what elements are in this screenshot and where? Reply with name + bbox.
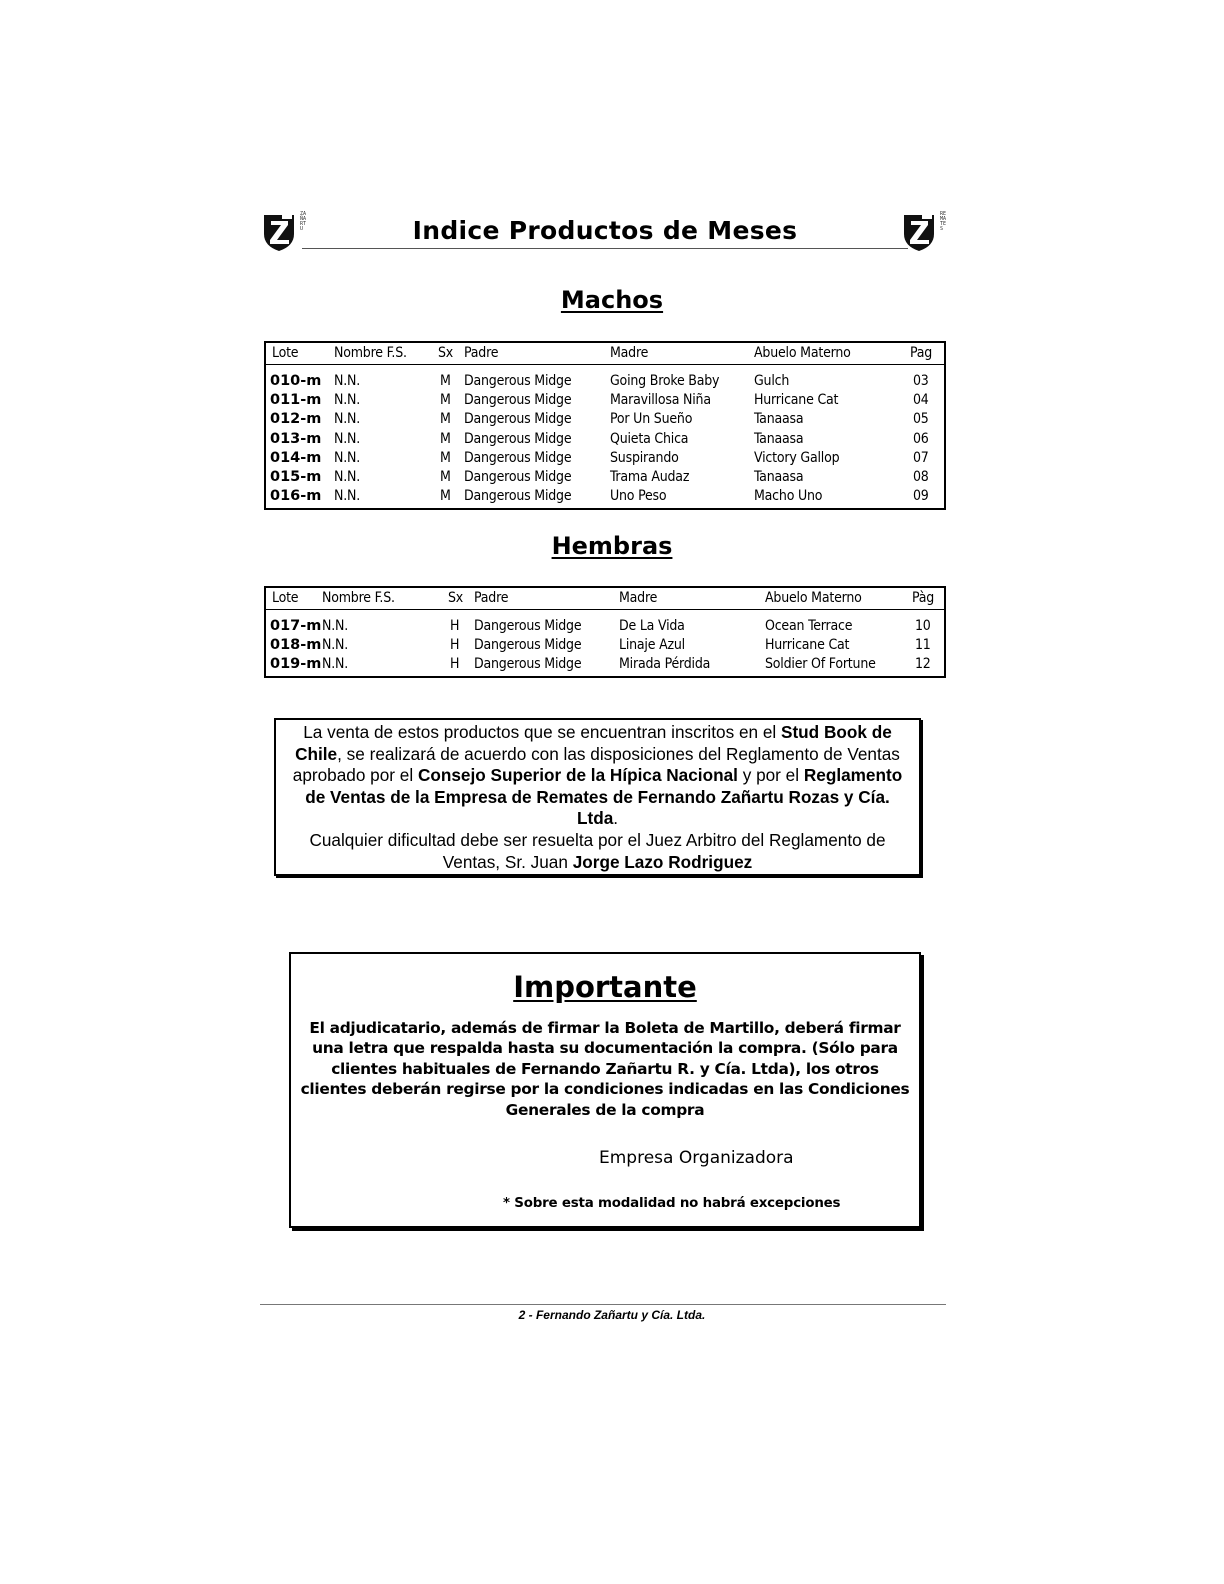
table-row (266, 428, 944, 447)
column-header-pag: Pàg (912, 590, 935, 606)
organizer-label: Empresa Organizadora (599, 1148, 794, 1168)
cell-padre: Dangerous Midge (474, 618, 582, 634)
cell-madre: Linaje Azul (619, 637, 685, 654)
cell-nombre: N.N. (334, 449, 361, 466)
table-row (266, 485, 944, 504)
shield-logo-icon (902, 212, 936, 252)
cell-lote: 014-m (270, 449, 322, 466)
table-header (266, 343, 944, 365)
cell-nombre: N.N. (334, 468, 361, 485)
cell-abuelo: Soldier Of Fortune (765, 656, 876, 673)
cell-madre: Mirada Pérdida (619, 656, 711, 673)
cell-lote: 017-m (270, 618, 322, 634)
column-header-abuelo: Abuelo Materno (765, 590, 862, 606)
cell-pag: 03 (913, 373, 929, 389)
table-row (266, 408, 944, 427)
stud-book-text: Stud Book de Chile (295, 722, 892, 764)
cell-padre: Dangerous Midge (464, 449, 572, 466)
machos-title: Machos (560, 286, 664, 314)
note-paragraph (286, 830, 909, 873)
cell-padre: Dangerous Midge (464, 488, 572, 505)
cell-pag: 09 (913, 488, 929, 505)
table-row (266, 615, 944, 634)
reglamento-text: Reglamento de Ventas de la Empresa de Remates de Fernando Zañartu Rozas y Cía. Ltda (305, 765, 903, 829)
hembras-table (264, 586, 946, 678)
table-body (266, 610, 944, 673)
cell-pag: 11 (915, 637, 931, 654)
cell-madre: Por Un Sueño (610, 411, 693, 428)
cell-abuelo: Tanaasa (754, 430, 804, 447)
page-footer: 2 - Fernando Zañartu y Cía. Ltda. (518, 1308, 706, 1322)
cell-sx: M (440, 449, 451, 466)
cell-nombre: N.N. (334, 373, 361, 389)
cell-abuelo: Tanaasa (754, 411, 804, 428)
cell-madre: Maravillosa Niña (610, 392, 711, 409)
table-header (266, 588, 944, 610)
header-rule (302, 248, 908, 249)
cell-padre: Dangerous Midge (474, 656, 582, 673)
cell-sx: M (440, 373, 451, 389)
cell-nombre: N.N. (322, 656, 349, 673)
cell-sx: M (440, 430, 451, 447)
cell-nombre: N.N. (334, 488, 361, 505)
table-row (266, 653, 944, 672)
cell-lote: 016-m (270, 488, 322, 505)
column-header-madre: Madre (610, 345, 649, 361)
importante-title: Importante (513, 970, 697, 1004)
cell-padre: Dangerous Midge (464, 373, 572, 389)
cell-madre: Trama Audaz (610, 468, 690, 485)
column-header-lote: Lote (272, 345, 299, 361)
column-header-sx: Sx (448, 590, 464, 606)
table-row (266, 466, 944, 485)
importante-body: El adjudicatario, además de firmar la Boleta de Martillo, deberá firmar una letra que respalda hasta su documentación la compra. (Sólo para clientes habituales de Fernando Zañartu R. y Cía. Ltda), los otros clientes deberán regirse por la condiciones indicadas en las Condiciones Generales de la compra (300, 1019, 910, 1119)
cell-lote: 018-m (270, 637, 322, 654)
cell-sx: H (450, 618, 460, 634)
cell-madre: Going Broke Baby (610, 373, 720, 389)
column-header-sx: Sx (438, 345, 454, 361)
cell-padre: Dangerous Midge (464, 430, 572, 447)
column-header-nombre: Nombre F.S. (334, 345, 407, 361)
note-text: y por el (737, 765, 804, 786)
cell-pag: 12 (915, 656, 931, 673)
cell-lote: 010-m (270, 373, 322, 389)
cell-pag: 04 (913, 392, 929, 409)
note-paragraph (286, 722, 909, 830)
table-row (266, 634, 944, 653)
table-row (266, 370, 944, 389)
importante-box (289, 952, 921, 1228)
cell-nombre: N.N. (334, 411, 361, 428)
cell-madre: Quieta Chica (610, 430, 689, 447)
cell-pag: 08 (913, 468, 929, 485)
table-row (266, 389, 944, 408)
cell-madre: De La Vida (619, 618, 685, 634)
table-body (266, 365, 944, 504)
cell-pag: 10 (915, 618, 931, 634)
column-header-nombre: Nombre F.S. (322, 590, 395, 606)
cell-abuelo: Hurricane Cat (765, 637, 850, 654)
cell-lote: 019-m (270, 656, 322, 673)
cell-padre: Dangerous Midge (464, 468, 572, 485)
cell-nombre: N.N. (334, 392, 361, 409)
column-header-lote: Lote (272, 590, 299, 606)
cell-sx: M (440, 411, 451, 428)
cell-lote: 011-m (270, 392, 322, 409)
cell-abuelo: Ocean Terrace (765, 618, 853, 634)
column-header-padre: Padre (474, 590, 509, 606)
cell-pag: 05 (913, 411, 929, 428)
importante-footnote: * Sobre esta modalidad no habrá excepciones (503, 1196, 841, 1211)
consejo-text: Consejo Superior de la Hípica Nacional (417, 765, 738, 786)
footer-rule (260, 1304, 946, 1305)
logo-vertical-text: REMATES (940, 211, 947, 232)
column-header-madre: Madre (619, 590, 658, 606)
logo-vertical-text: ZAÑARTU (300, 211, 307, 232)
cell-nombre: N.N. (334, 430, 361, 447)
cell-madre: Uno Peso (610, 488, 667, 505)
note-text: La venta de estos productos que se encuentran inscritos en el (303, 722, 781, 742)
column-header-padre: Padre (464, 345, 499, 361)
cell-lote: 015-m (270, 468, 322, 485)
cell-sx: M (440, 392, 451, 409)
cell-sx: H (450, 656, 460, 673)
page-title: Indice Productos de Meses (412, 216, 798, 245)
note-text: . (613, 808, 619, 829)
hembras-title: Hembras (551, 532, 673, 560)
cell-pag: 07 (913, 449, 929, 466)
page-header (262, 208, 948, 258)
cell-padre: Dangerous Midge (464, 411, 572, 428)
cell-sx: M (440, 488, 451, 505)
cell-sx: M (440, 468, 451, 485)
cell-abuelo: Tanaasa (754, 468, 804, 485)
cell-lote: 013-m (270, 430, 322, 447)
table-row (266, 447, 944, 466)
cell-nombre: N.N. (322, 618, 349, 634)
cell-abuelo: Hurricane Cat (754, 392, 839, 409)
cell-padre: Dangerous Midge (464, 392, 572, 409)
cell-lote: 012-m (270, 411, 322, 428)
column-header-abuelo: Abuelo Materno (754, 345, 851, 361)
cell-abuelo: Gulch (754, 373, 790, 389)
cell-sx: H (450, 637, 460, 654)
sales-regulation-note (274, 718, 921, 876)
note-text: Cualquier dificultad debe ser resuelta por el Juez Arbitro del Reglamento de Ventas, Sr. Juan (309, 829, 886, 872)
cell-abuelo: Macho Uno (754, 488, 823, 505)
note-text: , se realizará de acuerdo con las disposiciones del Reglamento de Ventas aprobado por el (292, 743, 900, 786)
cell-padre: Dangerous Midge (474, 637, 582, 654)
cell-nombre: N.N. (322, 637, 349, 654)
machos-table (264, 341, 946, 510)
column-header-pag: Pag (910, 345, 933, 361)
zanartu-logo (902, 210, 948, 256)
cell-abuelo: Victory Gallop (754, 449, 840, 466)
cell-madre: Suspirando (610, 449, 679, 466)
cell-pag: 06 (913, 430, 929, 447)
judge-name: Jorge Lazo Rodriguez (572, 851, 753, 872)
